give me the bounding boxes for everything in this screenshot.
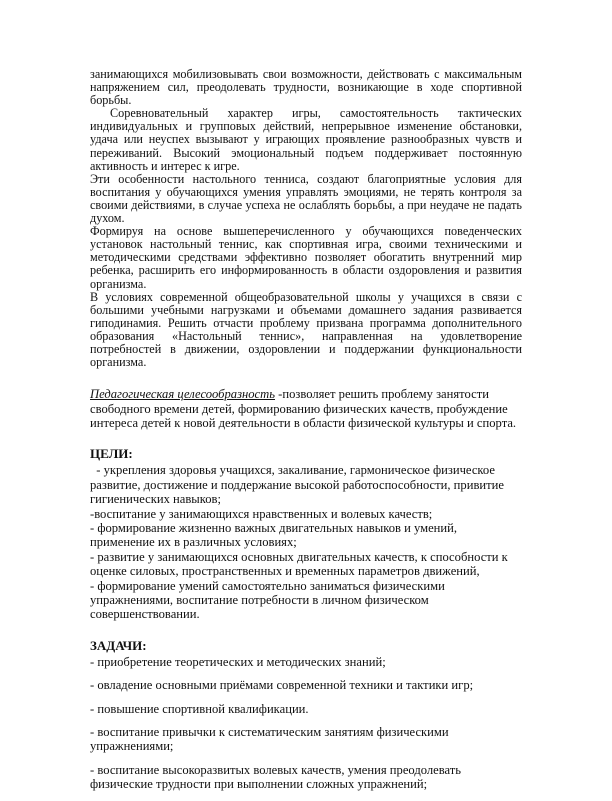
document-page: [90, 68, 522, 801]
tasks-list: [90, 655, 522, 792]
task-item: - приобретение теоретических и методических знаний;: [90, 654, 386, 669]
intro-paragraph: занимающихся мобилизовывать свои возможности, действовать с максимальным напряжением сил, преодолевать трудности, возникающие в ходе спортивной борьбы.: [90, 67, 522, 108]
intro-paragraph: В условиях современной общеобразовательной школы у учащихся в связи с большими учебными нагрузками и объемами домашнего задания развивается гиподинамия. Решить отчасти проблему призвана программа дополнительного образования «Настольный теннис», направленная на удовлетворение потребностей в движении, оздоровлении и поддержании функциональности организма.: [90, 289, 522, 370]
goal-item: -воспитание у занимающихся нравственных и волевых качеств;: [90, 506, 433, 521]
intro-section: [90, 68, 522, 369]
goal-item: - формирование умений самостоятельно заниматься физическими упражнениями, воспитание потребности в личном физическом совершенствовании.: [90, 578, 445, 622]
pedagogical-text: -позволяет решить проблему занятости свободного времени детей, формированию физических качеств, пробуждение интереса детей к новой деятельности в области физической культуры и спорта.: [90, 387, 517, 430]
goal-item: - развитие у занимающихся основных двигательных качеств, к способности к оценке силовых, пространственных и временных параметров движений,: [90, 549, 508, 579]
task-item: - воспитание высокоразвитых волевых качеств, умения преодолевать физические трудности при выполнении сложных упражнений;: [90, 762, 462, 792]
goals-heading: ЦЕЛИ:: [90, 446, 133, 462]
task-item: - повышение спортивной квалификации.: [90, 701, 309, 716]
pedagogical-label: Педагогическая целесообразность: [90, 387, 275, 402]
pedagogical-paragraph: [90, 387, 522, 430]
goal-item: - укрепления здоровья учащихся, закаливание, гармоническое физическое развитие, достижение и поддержание высокой работоспособности, привитие гигиенических навыков;: [90, 463, 508, 507]
intro-paragraph: Эти особенности настольного тенниса, создают благоприятные условия для воспитания у обучающихся умения управлять эмоциями, не терять контроля за своими действиями, в случае успеха не ослаблять борьбы, а при неудаче не падать духом.: [90, 171, 522, 226]
task-item: - воспитание привычки к систематическим занятиям физическими упражнениями;: [90, 725, 449, 754]
intro-paragraph: Соревновательный характер игры, самостоятельность тактических индивидуальных и групповых действий, непрерывное изменение обстановки, удача или неуспех вызывают у играющих проявление разнообразных чувств и переживаний. Высокий эмоциональный подъем поддерживает постоянную активность и интерес к игре.: [90, 106, 522, 173]
goal-item: - формирование жизненно важных двигательных навыков и умений, применение их в различных условиях;: [90, 521, 458, 550]
tasks-heading: ЗАДАЧИ:: [90, 637, 147, 653]
pedagogical-section: [90, 387, 522, 430]
task-item: - овладение основными приёмами современной техники и тактики игр;: [90, 678, 474, 693]
goals-list: [90, 463, 522, 621]
intro-paragraph: Формируя на основе вышеперечисленного у обучающихся поведенческих установок настольный теннис, как спортивная игра, своими техническими и методическими средствами эффективно позволяет обогатить внутренний мир ребенка, расширить его информированность в области оздоровления и развития организма.: [90, 224, 522, 291]
